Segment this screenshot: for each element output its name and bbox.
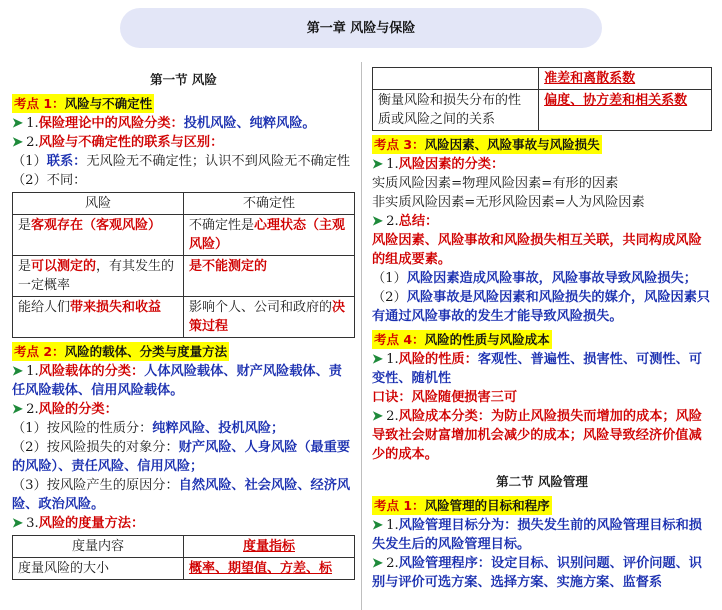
column-divider (361, 62, 362, 610)
table-row: 衡量风险和损失分布的性质或风险之间的关系 偏度、协方差和相关系数 (373, 90, 712, 131)
note-line: 风险因素、风险事故和风险损失相互关联，共同构成风险的组成要素。 (372, 233, 702, 267)
note-line: ➤ 1.保险理论中的风险分类：投机风险、纯粹风险。 (12, 116, 316, 131)
arrow-icon: ➤ (12, 116, 24, 131)
arrow-icon: ➤ (372, 518, 384, 533)
section-title: 第二节 风险管理 (496, 474, 588, 489)
arrow-icon: ➤ (12, 402, 24, 417)
arrow-icon: ➤ (372, 556, 384, 571)
note-line: ➤ 2.总结： (372, 214, 439, 229)
arrow-icon: ➤ (12, 516, 24, 531)
chapter-title: 第一章 风险与保险 (120, 8, 602, 48)
risk-measurement-table (12, 535, 355, 580)
exam-point-5: 考点 1：风险管理的目标和程序 (374, 498, 550, 513)
note-line: （1）联系：无风险无不确定性；认识不到风险无不确定性 (12, 154, 351, 169)
exam-point-4: 考点 4：风险的性质与风险成本 (374, 332, 550, 347)
arrow-icon: ➤ (372, 157, 384, 172)
note-line: 口诀：风险随便损害三可 (372, 390, 518, 405)
note-line: ➤ 3.风险的度量方法： (12, 516, 145, 531)
arrow-icon: ➤ (372, 214, 384, 229)
note-line: ➤ 1.风险的性质：客观性、普遍性、损害性、可测性、可变性、随机性 (372, 352, 702, 386)
arrow-icon: ➤ (12, 135, 24, 150)
right-column (372, 67, 712, 592)
note-line: 非实质风险因素=无形风险因素=人为风险因素 (372, 195, 645, 210)
note-line: （2）不同： (12, 173, 87, 188)
note-line: ➤ 2.风险与不确定性的联系与区别： (12, 135, 224, 150)
note-line: （1）按风险的性质分：纯粹风险、投机风险； (12, 421, 285, 436)
note-line: ➤ 2.风险管理程序：设定目标、识别问题、评价问题、识别与评价可选方案、选择方案、实施方案、监督系 (372, 556, 702, 590)
left-column (12, 66, 355, 583)
table-header: 不确定性 (184, 193, 355, 215)
exam-point-3: 考点 3：风险因素、风险事故与风险损失 (374, 137, 600, 152)
arrow-icon: ➤ (372, 352, 384, 367)
risk-vs-uncertainty-table (12, 192, 355, 338)
note-line: 实质风险因素=物理风险因素=有形的因素 (372, 176, 619, 191)
table-header: 风险 (13, 193, 184, 215)
note-line: （2）按风险损失的对象分：财产风险、人身风险（最重要的风险）、责任风险、信用风险； (12, 440, 351, 474)
table-row: 是客观存在（客观风险） 不确定性是心理状态（主观风险） (13, 215, 355, 256)
table-header: 度量指标 (184, 536, 355, 558)
table-header: 度量内容 (13, 536, 184, 558)
note-line: ➤ 1.风险载体的分类：人体风险载体、财产风险载体、责任风险载体、信用风险载体。 (12, 364, 342, 398)
exam-point-2: 考点 2：风险的载体、分类与度量方法 (14, 344, 228, 359)
note-line: ➤ 1.风险因素的分类： (372, 157, 505, 172)
table-row: 度量风险的大小 概率、期望值、方差、标 (13, 558, 355, 580)
note-line: ➤ 2.风险成本分类：为防止风险损失而增加的成本；风险导致社会财富增加机会减少的成本；风险导致经济价值减少的成本。 (372, 409, 702, 462)
note-line: （1）风险因素造成风险事故，风险事故导致风险损失； (372, 271, 697, 286)
table-row: 能给人们带来损失和收益 影响个人、公司和政府的决策过程 (13, 297, 355, 338)
section-title: 第一节 风险 (150, 72, 217, 87)
note-line: （2）风险事故是风险因素和风险损失的媒介，风险因素只有通过风险事故的发生才能导致风险损失。 (372, 290, 711, 324)
risk-measurement-table-cont (372, 67, 712, 131)
note-line: ➤ 1.风险管理目标分为：损失发生前的风险管理目标和损失发生后的风险管理目标。 (372, 518, 702, 552)
table-row: 准差和离散系数 (373, 68, 712, 90)
note-line: （3）按风险产生的原因分：自然风险、社会风险、经济风险、政治风险。 (12, 478, 351, 512)
note-line: ➤ 2.风险的分类： (12, 402, 118, 417)
arrow-icon: ➤ (372, 409, 384, 424)
exam-point-1: 考点 1：风险与不确定性 (14, 96, 153, 111)
arrow-icon: ➤ (12, 364, 24, 379)
table-row: 是可以测定的，有其发生的一定概率 是不能测定的 (13, 256, 355, 297)
